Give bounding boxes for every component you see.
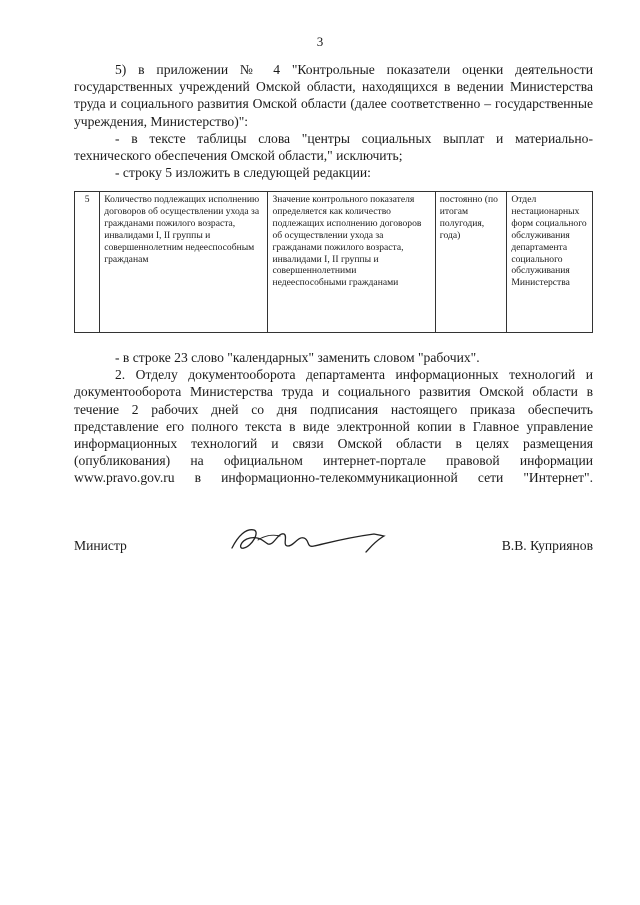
- paragraph-appendix-4: 5) в приложении № 4 "Контрольные показатели оценки деятельности государственных учреждений Омской области, находящихся в ведении Министерства труда и социального развития Омской области (далее соответственно – государственные учреждения, Министерство)":: [74, 62, 593, 129]
- signer-name: В.В. Куприянов: [501, 538, 593, 553]
- paragraph-row-23: - в строке 23 слово "календарных" заменить словом "рабочих".: [115, 350, 480, 365]
- paragraph-exclude-words: - в тексте таблицы слова "центры социальных выплат и материально-технического обеспечения Омской области," исключить;: [74, 130, 593, 164]
- table-row: [75, 192, 593, 333]
- cell-row-number: 5: [75, 192, 100, 333]
- closing-text: [74, 349, 593, 487]
- paragraph-publication: 2. Отделу документооборота департамента информационных технологий и документооборота Министерства труда и социального развития Омской области в течение 2 рабочих дней со дня подписания настоящего приказа обеспечить представление его полного текста в виде электронной копии в Главное управление информационных технологий и связи Омской области в целях размещения (опубликования) на официальном интернет-портале правовой информации www.pravo.gov.ru в информационно-телекоммуникационной сети "Интернет".: [74, 367, 593, 486]
- page-number: 3: [316, 34, 324, 49]
- signature-block: [74, 530, 593, 570]
- handwritten-signature: [224, 518, 394, 558]
- signer-position: Министр: [74, 538, 127, 553]
- cell-indicator: Количество подлежащих исполнению договоров об осуществлении ухода за гражданами пожилого возраста, инвалидами I, II группы и совершеннолетним недееспособным гражданам: [100, 192, 268, 333]
- intro-text: [74, 61, 593, 181]
- indicator-table: [74, 191, 593, 333]
- paragraph-row-5: - строку 5 изложить в следующей редакции:: [115, 165, 371, 181]
- cell-period: постоянно (по итогам полугодия, года): [435, 192, 507, 333]
- cell-value-method: Значение контрольного показателя определяется как количество подлежащих исполнению договоров об осуществлении ухода за гражданами пожилого возраста, инвалидами I, II группы и совершеннолетними недееспособными гражданами: [268, 192, 435, 333]
- cell-department: Отдел нестационарных форм социального обслуживания департамента социального обслуживания Министерства: [507, 192, 593, 333]
